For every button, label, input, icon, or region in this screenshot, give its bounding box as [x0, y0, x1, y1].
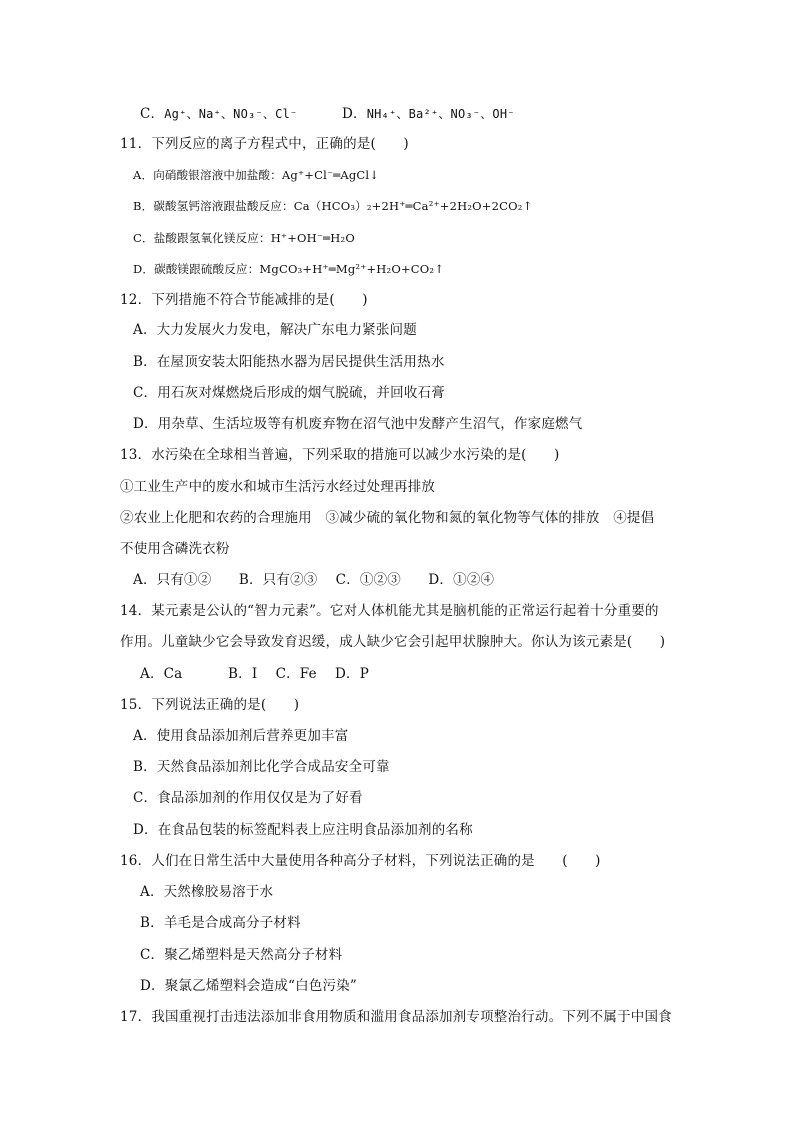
- q11-option-b: B．碳酸氢钙溶液跟盐酸反应：Ca（HCO₃）₂+2H⁺═Ca²⁺+2H₂O+2CO₂↑: [133, 199, 533, 213]
- q14-options: A．Ca B．I C．Fe D．P: [140, 666, 370, 682]
- q15-stem: 15．下列说法正确的是( ): [120, 697, 300, 713]
- q16-option-c: C．聚乙烯塑料是天然高分子材料: [140, 947, 343, 963]
- q12-option-b: B．在屋顶安装太阳能热水器为居民提供生活用热水: [133, 354, 445, 370]
- q15-option-d: D．在食品包装的标签配料表上应注明食品添加剂的名称: [133, 822, 473, 838]
- q10-option-d: D．NH₄⁺、Ba²⁺、NO₃⁻、OH⁻: [342, 106, 515, 122]
- q12-option-d: D．用杂草、生活垃圾等有机废弃物在沼气池中发酵产生沼气，作家庭燃气: [133, 416, 583, 432]
- q16-option-b: B．羊毛是合成高分子材料: [140, 915, 301, 931]
- q15-option-b: B．天然食品添加剂比化学合成品安全可靠: [133, 759, 390, 775]
- q17-stem-line-1: 17．我国重视打击违法添加非食用物质和滥用食品添加剂专项整治行动。下列不属于中国食: [120, 1009, 672, 1025]
- q12-stem: 12．下列措施不符合节能减排的是( ): [120, 292, 368, 308]
- q14-stem-line-2: 作用。儿童缺少它会导致发育迟缓，成人缺少它会引起甲状腺肿大。你认为该元素是( ): [120, 634, 666, 650]
- q15-option-c: C．食品添加剂的作用仅仅是为了好看: [133, 790, 363, 806]
- q11-stem: 11．下列反应的离子方程式中，正确的是( ): [120, 136, 409, 152]
- q16-option-a: A．天然橡胶易溶于水: [140, 884, 274, 900]
- q11-option-d: D．碳酸镁跟硫酸反应：MgCO₃+H⁺═Mg²⁺+H₂O+CO₂↑: [133, 262, 445, 276]
- q10-option-c: C．Ag⁺、Na⁺、NO₃⁻、Cl⁻: [140, 106, 298, 122]
- q16-option-d: D．聚氯乙烯塑料会造成“白色污染”: [140, 978, 358, 994]
- q16-stem: 16．人们在日常生活中大量使用各种高分子材料，下列说法正确的是 ( ): [120, 853, 601, 869]
- q11-option-c: C．盐酸跟氢氧化镁反应：H⁺+OH⁻═H₂O: [133, 231, 355, 245]
- q13-options: A．只有①② B．只有②③ C．①②③ D．①②④: [133, 572, 495, 588]
- q12-option-c: C．用石灰对煤燃烧后形成的烟气脱硫，并回收石膏: [133, 385, 445, 401]
- q13-stem: 13．水污染在全球相当普遍，下列采取的措施可以减少水污染的是( ): [120, 447, 560, 463]
- q12-option-a: A．大力发展火力发电，解决广东电力紧张问题: [133, 322, 417, 338]
- q11-option-a: A．向硝酸银溶液中加盐酸：Ag⁺+Cl⁻═AgCl↓: [133, 168, 380, 182]
- q15-option-a: A．使用食品添加剂后营养更加丰富: [133, 728, 349, 744]
- q13-item-4-continued: 不使用含磷洗衣粉: [120, 541, 230, 557]
- q13-items-2-4: ②农业上化肥和农药的合理施用 ③减少硫的氧化物和氮的氧化物等气体的排放 ④提倡: [120, 510, 655, 526]
- q14-stem-line-1: 14．某元素是公认的“智力元素”。它对人体机能尤其是脑机能的正常运行起着十分重要的: [120, 603, 659, 619]
- q13-item-1: ①工业生产中的废水和城市生活污水经过处理再排放: [120, 479, 436, 495]
